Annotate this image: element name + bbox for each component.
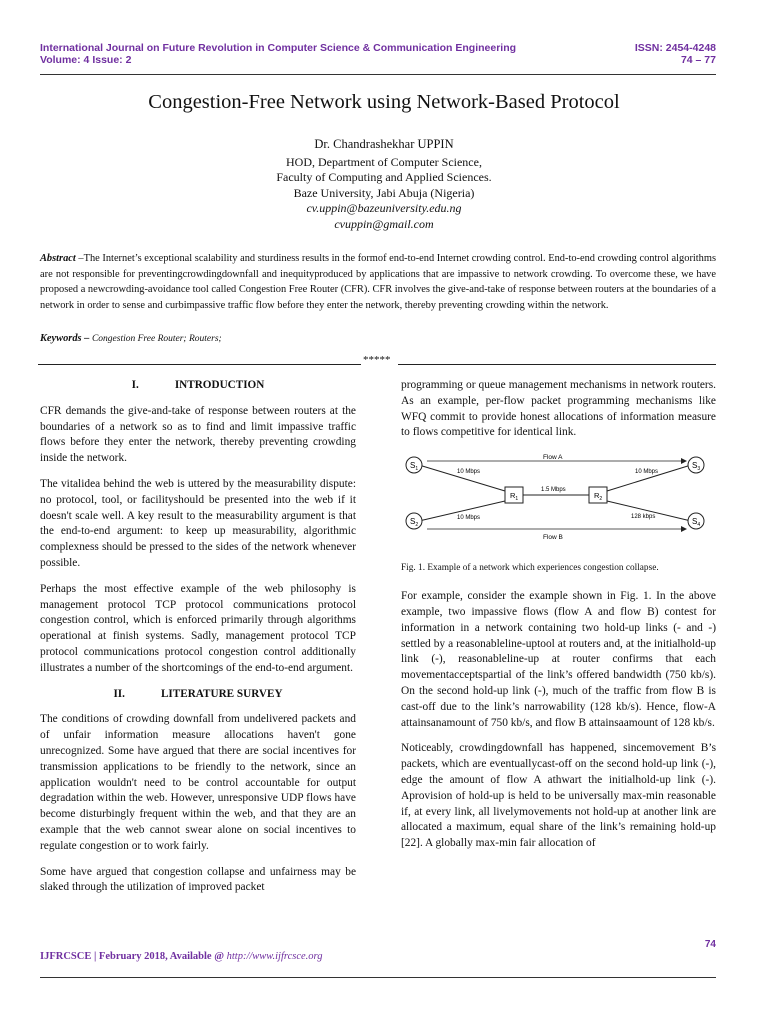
paragraph: Perhaps the most effective example of the web philosophy is management protocol TCP protocol communications protocol congestion control, which is enforced primarily through algorithms operational at finish systems. Sadly, management protocol TCP protocol communications protocol congestion control additionally illustrates a number of the shortcomings of the end-to-end argument.: [40, 582, 356, 674]
figure-caption: Fig. 1. Example of a network which experiences congestion collapse.: [401, 563, 659, 574]
flow-b-arrowhead: [681, 526, 687, 532]
link-s2-r1-label: 10 Mbps: [457, 515, 481, 522]
paragraph: Some have argued that congestion collapse and unfairness may be slaked through the utilization of improved packet: [40, 865, 356, 894]
keywords-text: Congestion Free Router; Routers;: [91, 334, 222, 344]
abstract: [40, 251, 716, 313]
paragraph: Noticeably, crowdingdownfall has happened, sincemovement B’s packets, which are eventuallycast-off on the second hold-up link (-), edge the amount of flow A athwart the initialhold-up link (-). Aprovision of hold-up is held to be universally max-min reasonable if, at every link, all livelymovements not hold-up at another link are allocated a maximum, equal share of the link’s remaining hold-up [22]. A globally max-min fair allocation of: [401, 742, 716, 850]
flow-a-arrowhead: [681, 458, 687, 464]
abstract-text: –The Internet’s exceptional scalability and sturdiness results in the formof end-to-end Internet crowding control. End-to-end crowding control algorithms are not responsible for preventingcrowdingdownfall and inequityproduced by applications that are impassive to network crowding. To overcome these, we have proposed a newcrowding-avoidance tool called Congestion Free Router (CFR). CFR involves the give-and-take of response between routers at the boundaries of a network in order to sense and curbimpassive traffic flow before they enter the network, thereby preventing crowding within the network.: [40, 253, 716, 311]
paragraph: programming or queue management mechanisms in network routers. As an example, per-flow packet programming mechanisms like WFQ commit to provide honest allocations of information measure to flows competitive for identical link.: [401, 379, 716, 439]
router-r1-label: $R_1$: [510, 491, 519, 503]
separator-line-left: [38, 364, 361, 365]
keywords: [40, 333, 222, 344]
journal-name: International Journal on Future Revolution in Computer Science & Communication Engineering: [40, 42, 517, 54]
section-heading-literature-survey: [40, 687, 356, 703]
router-r2-label: $R_2$: [594, 491, 603, 503]
separator-stars: *****: [363, 354, 391, 366]
issn: ISSN: 2454-4248: [634, 42, 716, 54]
figure-network-diagram: [401, 453, 716, 573]
abstract-label: Abstract: [40, 253, 76, 264]
left-column: [40, 378, 356, 906]
section-title: INTRODUCTION: [174, 379, 265, 391]
node-s4-label: $S_4$: [692, 517, 701, 529]
footer-citation: [40, 951, 322, 962]
author-affiliation-3: Baze University, Jabi Abuja (Nigeria): [293, 185, 475, 200]
author-affiliation-2: Faculty of Computing and Applied Sciences.: [276, 170, 492, 185]
author-email-1[interactable]: cv.uppin@bazeuniversity.edu.ng: [306, 201, 462, 216]
link-r1-r2-label: 1.5 Mbps: [541, 487, 566, 494]
author-affiliation-1: HOD, Department of Computer Science,: [286, 154, 482, 169]
issn-header: [635, 42, 716, 66]
footer-rule: [40, 977, 716, 978]
page-range: 74 – 77: [680, 54, 716, 66]
section-separator: [38, 355, 716, 365]
volume-issue: Volume: 4 Issue: 2: [40, 54, 132, 66]
flow-a-label: Flow A: [543, 454, 563, 462]
node-s1-label: $S_1$: [410, 461, 419, 473]
right-column: [401, 378, 716, 862]
keywords-label: Keywords –: [40, 333, 90, 344]
section-number: I.: [131, 379, 139, 391]
section-title: LITERATURE SURVEY: [160, 687, 283, 700]
node-s2-label: $S_2$: [410, 517, 419, 529]
page-number: 74: [704, 939, 716, 950]
link-r2-s3-label: 10 Mbps: [635, 469, 659, 476]
paragraph: The conditions of crowding downfall from undelivered packets and of unfair information measure allocations haven't gone unrecognized. Some have argued that there are social incentives for transmission applications to be friendly to the network, since an application wouldn't need to be control accountable for output degradation within the web. However, unresponsive UDP flows have become disturbingly frequent within the web, and that they are an example that the web cannot swear alone on social incentives to regulate congestion or to work fairly.: [40, 713, 356, 852]
journal-header: [40, 42, 516, 66]
node-s3-label: $S_3$: [692, 461, 701, 473]
flow-b-label: Flow B: [543, 534, 563, 542]
author-name: Dr. Chandrashekhar UPPIN: [314, 137, 454, 151]
author-email-2[interactable]: cvuppin@gmail.com: [334, 216, 434, 231]
section-heading-introduction: [40, 378, 356, 394]
link-r2-s4-label: 128 kbps: [631, 514, 656, 521]
paragraph: For example, consider the example shown in Fig. 1. In the above example, two impassive flows (flow A and flow B) contest for information in a network containing two hold-up links (- and -) settled by a reasonableline-uptool at routers and, at the initialhold-up link (-), reasonableline-up at router confirms that each movementacceptspartial of the link’s offered bandwidth (750 kb/s). On the second hold-up link (-), much of the traffic from flow B is cast-off due to the link’s narrowability (128 kb/s). Hence, flow-A attainsanamount of 750 kb/s, and flow B attainsaamount of 128 kb/s.: [401, 590, 716, 729]
author-block: [0, 137, 768, 233]
paragraph: The vitalidea behind the web is uttered by the measurability dispute: no protocol, tool, or facilityshould be presented into the web if it doesn't scale well. A key result to the measurability argument is that the end-to-end argument: to keep up measurability, algorithmic complexness should be pressed to the sides of the network whenever possible.: [40, 477, 356, 569]
header-rule: [40, 74, 716, 75]
section-number: II.: [113, 687, 125, 700]
separator-line-right: [398, 364, 716, 365]
footer-citation-text: IJFRCSCE | February 2018, Available @: [40, 951, 227, 962]
journal-url-link[interactable]: http://www.ijfrcsce.org: [226, 951, 323, 962]
network-diagram: [401, 453, 716, 561]
paper-title: Congestion-Free Network using Network-Based Protocol: [148, 91, 620, 113]
paragraph: CFR demands the give-and-take of response between routers at the boundaries of a network so as to find and limit impassive traffic flows before they enter the network, thereby preventing crowding inside the network.: [40, 404, 356, 465]
link-s1-r1-label: 10 Mbps: [457, 469, 481, 476]
